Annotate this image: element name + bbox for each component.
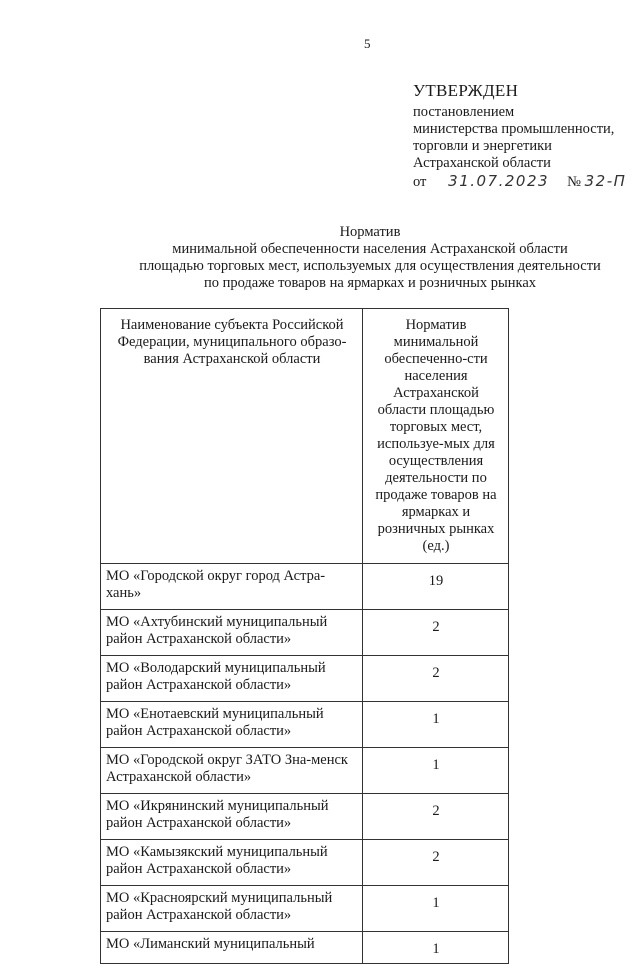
norm-value: 2 (363, 656, 509, 702)
table-row (101, 932, 509, 964)
norm-value: 1 (363, 748, 509, 794)
municipality-name: МО «Городской округ ЗАТО Зна-менск Астраханской области» (101, 748, 363, 794)
approval-line: министерства промышленности, (413, 121, 615, 137)
title-line: площадью торговых мест, используемых для осуществления деятельности (139, 258, 601, 274)
table-row (101, 656, 509, 702)
municipality-name: МО «Володарский муниципальный район Астраханской области» (101, 656, 363, 702)
handwritten-number: 32-П (584, 172, 627, 190)
handwritten-date: 31.07.2023 (448, 172, 550, 190)
municipality-name: МО «Красноярский муниципальный район Астраханской области» (101, 886, 363, 932)
municipality-name: МО «Городской округ город Астра-хань» (101, 564, 363, 610)
header-norm: Норматив минимальной обеспеченно-сти населения Астраханской области площадью торговых мест, используе-мых для осуществления деятельности по продаже товаров на ярмарках и розничных рынках (ед.) (363, 309, 509, 564)
norm-value: 2 (363, 794, 509, 840)
header-municipality: Наименование субъекта Российской Федерации, муниципального образо-вания Астраханской области (101, 309, 363, 564)
title-line: Норматив (339, 224, 401, 240)
municipality-name: МО «Камызякский муниципальный район Астраханской области» (101, 840, 363, 886)
document-title (100, 224, 640, 292)
number-prefix: № (567, 174, 582, 190)
table-row (101, 840, 509, 886)
table-header-row (101, 309, 509, 564)
title-line: по продаже товаров на ярмарках и розничных рынках (203, 275, 537, 291)
norm-value: 1 (363, 702, 509, 748)
table-row (101, 702, 509, 748)
table-row (101, 886, 509, 932)
page-number: 5 (364, 36, 371, 51)
table-row (101, 564, 509, 610)
norm-value: 1 (363, 886, 509, 932)
table-row (101, 794, 509, 840)
table-row (101, 748, 509, 794)
norm-value: 19 (363, 564, 509, 610)
title-line: минимальной обеспеченности населения Астраханской области (172, 241, 568, 257)
approval-stamp-block (413, 82, 626, 191)
date-prefix: от (413, 174, 427, 190)
municipality-name: МО «Икрянинский муниципальный район Астраханской области» (101, 794, 363, 840)
municipality-name: МО «Ахтубинский муниципальный район Астраханской области» (101, 610, 363, 656)
approval-line: Астраханской области (413, 155, 551, 171)
norm-table (100, 308, 509, 964)
table-row (101, 610, 509, 656)
norm-value: 2 (363, 610, 509, 656)
municipality-name: МО «Лиманский муниципальный (101, 932, 363, 964)
approval-date-line (413, 173, 626, 191)
norm-value: 1 (363, 932, 509, 964)
approval-heading: УТВЕРЖДЕН (413, 81, 519, 100)
norm-value: 2 (363, 840, 509, 886)
municipality-name: МО «Енотаевский муниципальный район Астраханской области» (101, 702, 363, 748)
approval-line: постановлением (413, 104, 515, 120)
approval-line: торговли и энергетики (413, 138, 552, 154)
